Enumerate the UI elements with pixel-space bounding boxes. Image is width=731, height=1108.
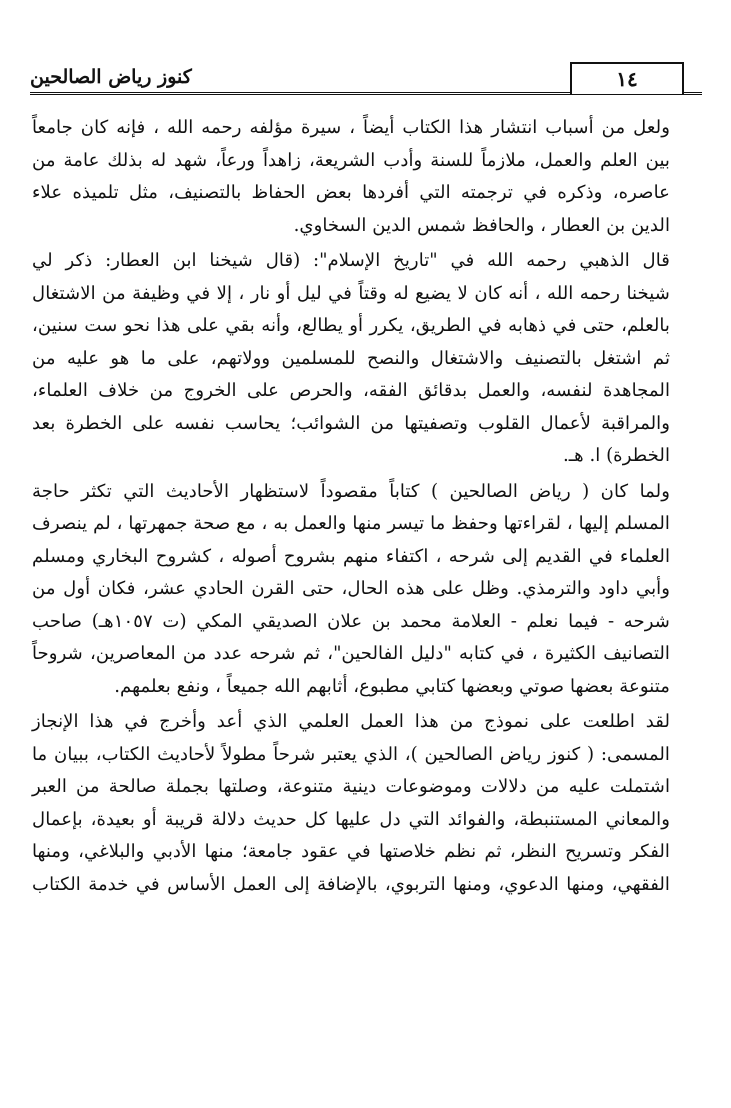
text-line: ولعل من أسباب انتشار هذا الكتاب أيضاً ، سيرة مؤلفه رحمه الله ، فإنه كان جامعاً bbox=[32, 117, 670, 138]
text-line: بين العلم والعمل، ملازماً للسنة وأدب الشريعة، زاهداً ورعاً، شهد له بذلك عامة من bbox=[32, 149, 670, 171]
paragraph-kunuz-description bbox=[32, 706, 700, 901]
paragraph-nawawi-biography bbox=[32, 112, 700, 242]
text-line: قال الذهبي رحمه الله في "تاريخ الإسلام": (قال شيخنا ابن العطار: ذكر لي bbox=[32, 250, 670, 271]
text-line: والمراقبة لأعمال القلوب وتصفيتها من الشوائب؛ يحاسب نفسه على الخطرة بعد bbox=[32, 412, 670, 434]
text-line: شرحه - فيما نعلم - العلامة محمد بن علان الصديقي المكي (ت ١٠٥٧هـ) صاحب bbox=[32, 610, 670, 632]
paragraph-dhahabi-quote bbox=[32, 245, 700, 473]
text-line: ثم اشتغل بالتصنيف والاشتغال والنصح للمسلمين وولاتهم، على ما هو عليه من bbox=[32, 347, 670, 369]
book-title: كنوز رياض الصالحين bbox=[30, 66, 198, 88]
text-line: وأبي داود والترمذي. وظل على هذه الحال، حتى القرن الحادي عشر، فكان أول من bbox=[32, 578, 670, 599]
running-header bbox=[30, 60, 702, 100]
page-number: ١٤ bbox=[570, 62, 684, 94]
text-line: الفقهي، ومنها الدعوي، ومنها التربوي، بالإضافة إلى العمل الأساس في خدمة الكتاب bbox=[32, 873, 670, 895]
text-line: لقد اطلعت على نموذج من هذا العمل العلمي الذي أعد وأخرج في هذا الإنجاز bbox=[32, 711, 670, 732]
text-line: المسمى: ( كنوز رياض الصالحين )، الذي يعتبر شرحاً مطولاً لأحاديث الكتاب، ببيان ما bbox=[32, 743, 670, 765]
text-line: المسلم إليها ، لقراءتها وحفظ ما تيسر منها والعمل به ، مع صحة جمهرتها ، لم ينصرف bbox=[32, 513, 670, 534]
body-text bbox=[32, 112, 700, 901]
paragraph-commentaries bbox=[32, 476, 700, 704]
text-line: متنوعة بعضها صوتي وبعضها كتابي مطبوع، أثابهم الله جميعاً ، ونفع بعلمهم. bbox=[114, 675, 670, 697]
text-line: شيخنا رحمه الله ، أنه كان لا يضيع له وقتاً في ليل أو نار ، إلا في وظيفة من الاشتغال bbox=[32, 282, 670, 304]
text-line: الدين بن العطار ، والحافظ شمس الدين السخاوي. bbox=[293, 214, 670, 236]
text-line: بالعلم، حتى في ذهابه في الطريق، يكرر أو يطالع، وأنه بقي على هذا نحو ست سنين، bbox=[32, 315, 670, 336]
text-line: التصانيف الكثيرة ، في كتابه "دليل الفالحين"، ثم شرحه عدد من المعاصرين، شروحاً bbox=[32, 643, 670, 664]
text-line: والمعاني المستنبطة، والفوائد التي دل عليها كل حديث دلالة قريبة أو بعيدة، بإعمال bbox=[32, 808, 670, 830]
text-line: الفكر وتسريح النظر، ثم نظم خلاصتها في عقود جامعة؛ منها الأدبي والبلاغي، ومنها bbox=[32, 841, 670, 862]
text-line: العلماء في القديم إلى شرحه ، اكتفاء منهم بشروح أصوله ، كشروح البخاري ومسلم bbox=[32, 545, 670, 567]
text-line: ولما كان ( رياض الصالحين ) كتاباً مقصوداً لاستظهار الأحاديث التي تكثر حاجة bbox=[32, 480, 670, 502]
text-line: الخطرة) ا. هـ. bbox=[562, 445, 670, 466]
text-line: اشتملت عليه من دلالات وموضوعات دينية متنوعة، وصلتها بجملة صالحة من العبر bbox=[32, 776, 670, 797]
text-line: عاصره، وذكره في ترجمته التي أفردها بعض الحفاظ بالتصنيف، مثل تلميذه علاء bbox=[32, 182, 670, 203]
text-line: المجاهدة لنفسه، والعمل بدقائق الفقه، والحرص على الخروج من خلاف العلماء، bbox=[32, 380, 670, 401]
